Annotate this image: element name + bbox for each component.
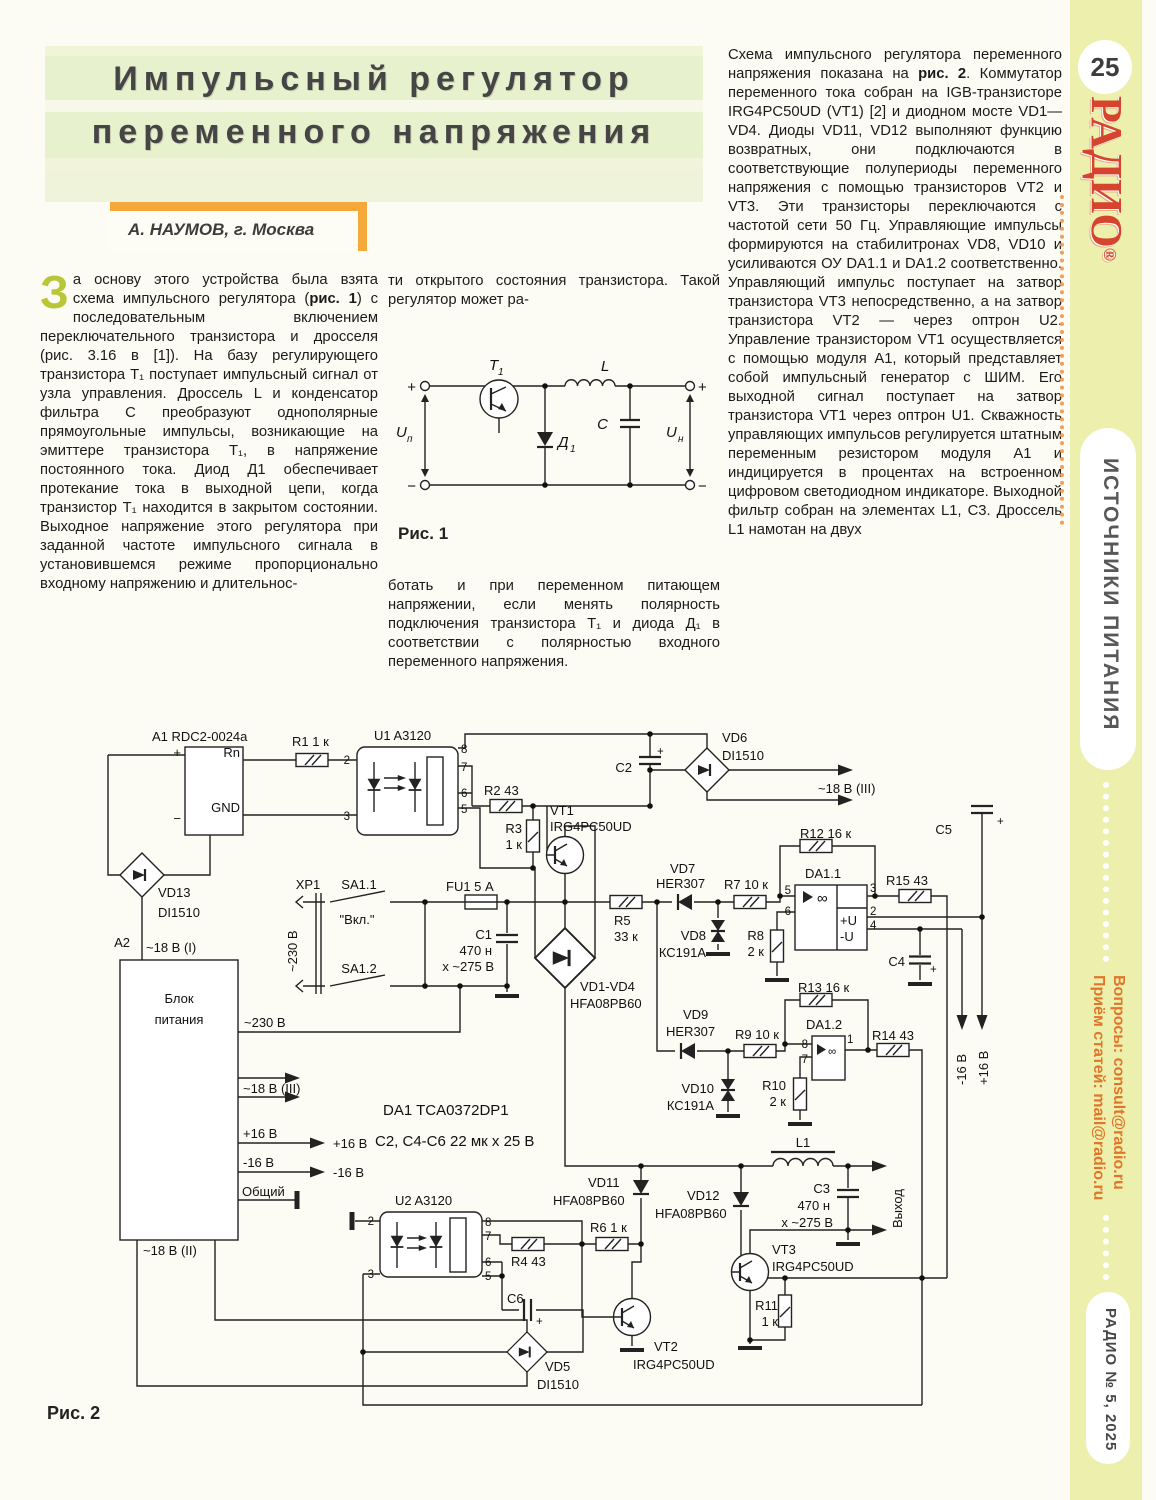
fig1-label-t1: T	[489, 357, 499, 374]
label-c3v: 470 н	[797, 1198, 830, 1213]
label-c4-plus: +	[930, 964, 937, 976]
label-u1: U1 A3120	[374, 728, 432, 743]
resistor-r2	[490, 800, 522, 813]
opamp-da12	[812, 1036, 845, 1080]
label-vt3t: IRG4PC50UD	[772, 1259, 854, 1274]
label-vd11t: HFA08PB60	[553, 1193, 625, 1208]
fig1-label-up: U	[396, 424, 407, 441]
label-vt2: VT2	[654, 1339, 678, 1354]
label-psu-1: Блок	[164, 991, 194, 1006]
fig1-label-c: C	[597, 416, 608, 433]
label-minus16-out: -16 В	[243, 1155, 275, 1170]
fig1-label-l: L	[601, 358, 610, 375]
label-r11v: 1 к	[761, 1314, 778, 1329]
u1-pin7: 7	[461, 762, 468, 774]
da11-pin4: 4	[870, 920, 877, 932]
capacitor-c5	[971, 806, 993, 813]
label-r15: R15 43	[886, 873, 928, 888]
label-vd12t: HFA08PB60	[655, 1206, 727, 1221]
resistor-r9	[744, 1045, 776, 1058]
fig1-transistor	[480, 380, 518, 418]
module-a1	[185, 747, 243, 835]
label-c2-plus: +	[657, 746, 664, 758]
label-230v-vert: ~230 В	[285, 930, 300, 972]
label-minus16-rail: -16 В	[954, 1053, 969, 1085]
label-r7: R7 10 к	[724, 877, 768, 892]
label-a1-plus: +	[173, 745, 181, 760]
resistor-r10	[794, 1078, 807, 1110]
fuse-fu1	[465, 895, 497, 909]
resistor-r12	[800, 840, 832, 853]
label-vd9: VD9	[683, 1007, 709, 1022]
resistor-r6	[596, 1238, 628, 1251]
fig1-capacitor	[620, 420, 640, 427]
diode-vd7	[678, 894, 692, 910]
label-vd7: VD7	[670, 861, 696, 876]
label-plus16-rail: +16 В	[976, 1050, 991, 1085]
label-c2: C2	[615, 760, 632, 775]
page-number: 25	[1078, 40, 1132, 94]
resistor-r5	[610, 896, 642, 909]
fig1-caption: Рис. 1	[398, 524, 449, 543]
label-vt1t: IRG4PC50UD	[550, 819, 632, 834]
fig1-label-un-sub: н	[678, 434, 684, 445]
svg-text:∞: ∞	[828, 1046, 837, 1058]
label-vd9t: HER307	[666, 1024, 716, 1039]
label-18v-ii: ~18 В (II)	[143, 1243, 197, 1258]
label-r8v: 2 к	[747, 944, 764, 959]
label-c1: C1	[475, 927, 492, 942]
label-r10: R10	[762, 1078, 786, 1093]
label-r13: R13 16 к	[798, 980, 850, 995]
label-vd10t: КС191А	[666, 1098, 714, 1113]
label-230v-out: ~230 В	[244, 1015, 286, 1030]
resistor-r3	[527, 820, 540, 852]
u1-pin6: 6	[461, 788, 468, 800]
da11-pin6: 6	[784, 906, 791, 918]
label-fu1: FU1 5 А	[446, 879, 494, 894]
transistor-vt2	[614, 1299, 651, 1336]
label-18v-iii-right: ~18 В (III)	[818, 781, 876, 796]
label-vd5t: DI1510	[537, 1377, 579, 1392]
label-c5-plus: +	[997, 816, 1004, 828]
col3-text-a: Схема импульсного регулятора переменного напряжения показана на	[728, 47, 1062, 82]
label-vd12: VD12	[687, 1188, 720, 1203]
u1-pin8: 8	[461, 744, 468, 756]
label-r4: R4 43	[511, 1254, 546, 1269]
fig1-label-d1-sub: 1	[570, 444, 576, 455]
label-18v-iii-out: ~18 В (III)	[243, 1081, 301, 1096]
label-vd5: VD5	[545, 1359, 571, 1374]
label-psu-2: питания	[154, 1012, 204, 1027]
resistor-r8	[771, 930, 784, 962]
label-r10v: 2 к	[769, 1094, 786, 1109]
white-dots-decoration-1	[1103, 782, 1109, 962]
label-u2: U2 A3120	[395, 1193, 453, 1208]
label-vd13t: DI1510	[158, 905, 200, 920]
fig1-minus-out: −	[698, 478, 707, 495]
fig1-label-t1-sub: 1	[498, 367, 504, 378]
da11-pin2: 2	[870, 906, 877, 918]
col1-bold-ref: рис. 1	[309, 291, 357, 307]
label-r8: R8	[747, 928, 764, 943]
label-a1-gnd: GND	[211, 800, 240, 815]
fig1-diode	[537, 432, 553, 447]
label-vd6: VD6	[722, 730, 748, 745]
label-r12: R12 16 к	[800, 826, 852, 841]
capacitor-c2	[639, 757, 661, 764]
orange-dots-decoration	[1060, 195, 1064, 525]
label-c3: C3	[813, 1181, 830, 1196]
u2-pin2: 2	[367, 1216, 374, 1228]
capacitor-c3	[837, 1190, 859, 1197]
label-r11: R11	[755, 1298, 778, 1313]
opto-u2	[380, 1212, 482, 1277]
label-vd1-vd4t: HFA08PB60	[570, 996, 642, 1011]
label-xp1: XP1	[295, 877, 321, 892]
label-vt2t: IRG4PC50UD	[633, 1357, 715, 1372]
page-title-line2: переменного напряжения	[91, 113, 657, 151]
transistor-vt1	[547, 837, 584, 874]
label-c4: C4	[888, 954, 905, 969]
label-vd7t: HER307	[656, 876, 706, 891]
fig1-label-d1: Д	[558, 434, 569, 451]
fig1-minus-in: −	[407, 478, 416, 495]
page-title-line1: Импульсный регулятор	[113, 60, 635, 98]
fig1-label-un: U	[666, 424, 677, 441]
magazine-logo: РАДИО®	[1082, 96, 1131, 262]
label-sa11: SA1.1	[341, 877, 377, 892]
resistor-r15	[899, 890, 931, 903]
contact-questions: Вопросы: consult@radio.ru	[1110, 975, 1127, 1190]
zener-vd8	[711, 920, 725, 942]
col3-bold-ref: рис. 2	[918, 66, 967, 82]
registered-mark-icon: ®	[1100, 247, 1120, 262]
label-vt1: VT1	[550, 803, 574, 818]
label-vd10: VD10	[681, 1081, 714, 1096]
label-vkl: "Вкл."	[339, 912, 375, 927]
label-sa12: SA1.2	[341, 961, 377, 976]
label-c1x: x ~275 В	[442, 959, 494, 974]
label-plus-u: +U	[840, 913, 857, 928]
label-r14: R14 43	[872, 1028, 914, 1043]
fig2-caption: Рис. 2	[47, 1403, 101, 1423]
white-dots-decoration-2	[1103, 1215, 1109, 1280]
article-title-block	[45, 46, 703, 202]
label-r1: R1 1 к	[292, 734, 329, 749]
u2-pin5: 5	[485, 1271, 492, 1283]
label-da11: DA1.1	[805, 866, 842, 881]
section-title: ИСТОЧНИКИ ПИТАНИЯ	[1099, 458, 1122, 732]
label-c6-plus: +	[536, 1316, 543, 1328]
da11-pin5: 5	[784, 885, 791, 897]
author-box	[110, 202, 367, 251]
diode-vd12	[733, 1192, 749, 1206]
article-column-1	[40, 266, 378, 594]
u1-pin2: 2	[343, 755, 350, 767]
u2-pin6: 6	[485, 1257, 492, 1269]
da12-pin7: 7	[801, 1054, 808, 1066]
da12-pin8: 8	[801, 1039, 808, 1051]
note-da1: DA1 TCA0372DP1	[383, 1102, 509, 1119]
resistor-r11	[779, 1295, 792, 1327]
contact-mail: Приём статей: mail@radio.ru	[1090, 975, 1107, 1201]
label-vd6t: DI1510	[722, 748, 764, 763]
label-vd13: VD13	[158, 885, 191, 900]
label-c6: C6	[507, 1291, 524, 1306]
label-a1-rn: Rn	[223, 745, 240, 760]
article-column-2-top: ти открытого состояния транзистора. Такой регулятор может ра-	[388, 273, 720, 308]
resistor-r4	[512, 1238, 544, 1251]
label-a1-minus: −	[173, 811, 181, 826]
resistor-r7	[734, 896, 766, 909]
label-output: Выход	[890, 1189, 905, 1228]
label-c1v: 470 н	[459, 943, 492, 958]
inductor-l1	[771, 1152, 835, 1166]
label-r6: R6 1 к	[590, 1220, 627, 1235]
label-r3v: 1 к	[505, 837, 522, 852]
u2-pin8: 8	[485, 1217, 492, 1229]
label-l1: L1	[795, 1135, 811, 1150]
diode-vd9	[681, 1043, 695, 1059]
resistor-r13	[800, 994, 832, 1007]
zener-vd10	[721, 1079, 735, 1101]
label-c3x: x ~275 В	[781, 1215, 833, 1230]
issue-label: РАДИО № 5, 2025	[1102, 1308, 1119, 1452]
u2-pin7: 7	[485, 1231, 492, 1243]
article-column-3	[728, 46, 1062, 540]
fig2-schematic	[25, 712, 1060, 1420]
label-18v-i: ~18 В (I)	[146, 940, 197, 955]
transistor-vt3	[732, 1254, 769, 1291]
label-r5v: 33 к	[614, 929, 638, 944]
label-r3: R3	[505, 821, 522, 836]
bridge-vd5	[507, 1332, 547, 1372]
da12-pin1: 1	[847, 1034, 854, 1046]
col1-text-b: ) с последовательным включением переключательного транзистора и дросселя (рис. 3.16 в [1]). На базу регулирующего транзистора Т₁ поступает импульсный сигнал от узла управления. Дроссель L и конденсатор фильтра С преобразуют однополярные прямоугольные импульсы, возникающие на эмиттере транзистора Т₁, в напряжение постоянного тока. Диод Д1 обеспечивает протекание тока в выходной цепи, когда транзистор Т₁ находится в закрытом состоянии. Выходное напряжение этого регулятора при заданной частоте импульсного сигнала в установившемся режиме пропорционально входному напряжению и длительнос-	[40, 291, 378, 592]
label-r2: R2 43	[484, 783, 519, 798]
author-byline: А. НАУМОВ, г. Москва	[128, 220, 315, 239]
dropcap: З	[40, 266, 69, 318]
label-r5: R5	[614, 913, 631, 928]
note-caps: C2, C4-C6 22 мк x 25 В	[375, 1133, 535, 1150]
label-common: Общий	[242, 1184, 285, 1199]
diode-vd11	[633, 1180, 649, 1194]
label-c5: C5	[935, 822, 952, 837]
u1-pin3: 3	[343, 811, 350, 823]
label-a2: A2	[114, 935, 130, 950]
u1-pin5: 5	[461, 804, 468, 816]
capacitor-c4	[909, 957, 931, 964]
u2-pin3: 3	[367, 1269, 374, 1281]
label-minus16-out2: -16 В	[333, 1165, 365, 1180]
col1-text-a: а основу этого устройства была взята схема импульсного регулятора (	[72, 272, 378, 307]
resistor-r14	[877, 1044, 909, 1057]
label-vt3: VT3	[772, 1242, 796, 1257]
label-vd1-vd4: VD1-VD4	[580, 979, 635, 994]
label-a1: A1 RDC2-0024a	[152, 729, 248, 744]
label-minus-u: -U	[840, 929, 854, 944]
label-vd8: VD8	[680, 928, 706, 943]
fig1-label-up-sub: п	[407, 434, 413, 445]
label-vd11: VD11	[588, 1175, 620, 1190]
fig1-schematic	[393, 340, 715, 518]
label-r9: R9 10 к	[735, 1027, 779, 1042]
da11-pin3: 3	[870, 883, 877, 895]
label-da12: DA1.2	[806, 1017, 843, 1032]
label-vd8t: КС191А	[658, 945, 706, 960]
svg-text:∞: ∞	[817, 890, 828, 907]
sidebar-contacts	[1088, 975, 1128, 1200]
capacitor-c6	[524, 1299, 531, 1321]
col3-text-b: . Коммутатор переменного тока собран на IGB-транзисторе IRG4PC50UD (VT1) [2] и диодном мосте VD1—VD4. Диоды VD11, VD12 выполняют функцию возвратных, они подключаются в соответствующие полупериоды переменного напряжения с помощью транзисторов VT2 и VT3. Эти транзисторы переключаются с частотой сети 50 Гц. Управляющие импульсы формируются на стабилитронах VD8, VD10 и усиливаются ОУ DA1.1 и DA1.2 соответственно. Управляющий импульс поступает на затвор транзистора VT3 непосредственно, а на затвор транзистора VT2 — через оптрон U2. Управление транзистором VT1 осуществляется с помощью модуля А1, который представляет собой импульсный генератор с ШИМ. Его выходной сигнал поступает на затвор транзистора VT1 через оптрон U1. Скважность управляющих импульсов регулируется штатным переменным резистором модуля А1 и индицируется в процентах на встроенном цифровом светодиодном индикаторе. Выходной фильтр собран на элементах L1, С3. Дроссель L1 намотан на двух	[728, 66, 1062, 538]
label-plus16-out: +16 В	[243, 1126, 278, 1141]
fig1-plus-out: +	[698, 379, 707, 396]
article-column-2-bottom: ботать и при переменном питающем напряжении, если менять полярность подключения транзистора Т₁ и диода Д₁ в соответствии с полярностью входного переменного напряжения.	[388, 578, 720, 670]
fig1-plus-in: +	[407, 379, 416, 396]
capacitor-c1	[496, 935, 518, 942]
resistor-r1	[296, 754, 328, 767]
label-plus16-out2: +16 В	[333, 1136, 368, 1151]
